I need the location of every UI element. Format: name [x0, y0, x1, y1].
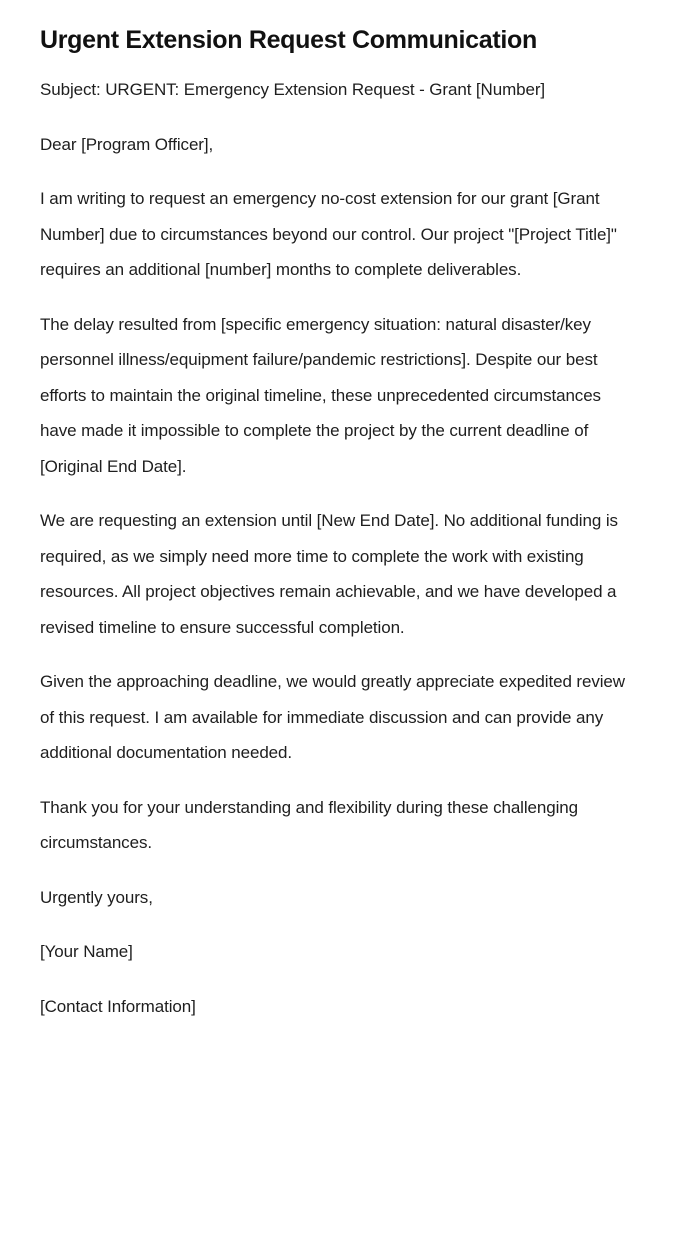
- body-paragraph-3: We are requesting an extension until [New End Date]. No additional funding is required, as we simply need more time to complete the work with existing resources. All project objectives remain achievable, and we have developed a revised timeline to ensure successful completion.: [40, 511, 618, 637]
- page-title: Urgent Extension Request Communication: [40, 26, 537, 54]
- closing-line: Urgently yours,: [40, 887, 153, 907]
- salutation: Dear [Program Officer],: [40, 134, 214, 154]
- body-paragraph-1: I am writing to request an emergency no-cost extension for our grant [Grant Number] due to circumstances beyond our control. Our project "[Project Title]" requires an additional [number] months to complete deliverables.: [40, 189, 617, 279]
- body-paragraph-2: The delay resulted from [specific emergency situation: natural disaster/key personnel illness/equipment failure/pandemic restrictions]. Despite our best efforts to maintain the original timeline, these unprecedented circumstances have made it impossible to complete the project by the current deadline of [Original End Date].: [40, 314, 601, 476]
- body-paragraph-5: Thank you for your understanding and flexibility during these challenging circumstances.: [40, 797, 578, 852]
- subject-line: Subject: URGENT: Emergency Extension Request - Grant [Number]: [40, 80, 546, 99]
- contact-info-placeholder: [Contact Information]: [40, 996, 196, 1016]
- body-paragraph-4: Given the approaching deadline, we would greatly appreciate expedited review of this request. I am available for immediate discussion and can provide any additional documentation needed.: [40, 672, 625, 762]
- signature-name-placeholder: [Your Name]: [40, 942, 133, 961]
